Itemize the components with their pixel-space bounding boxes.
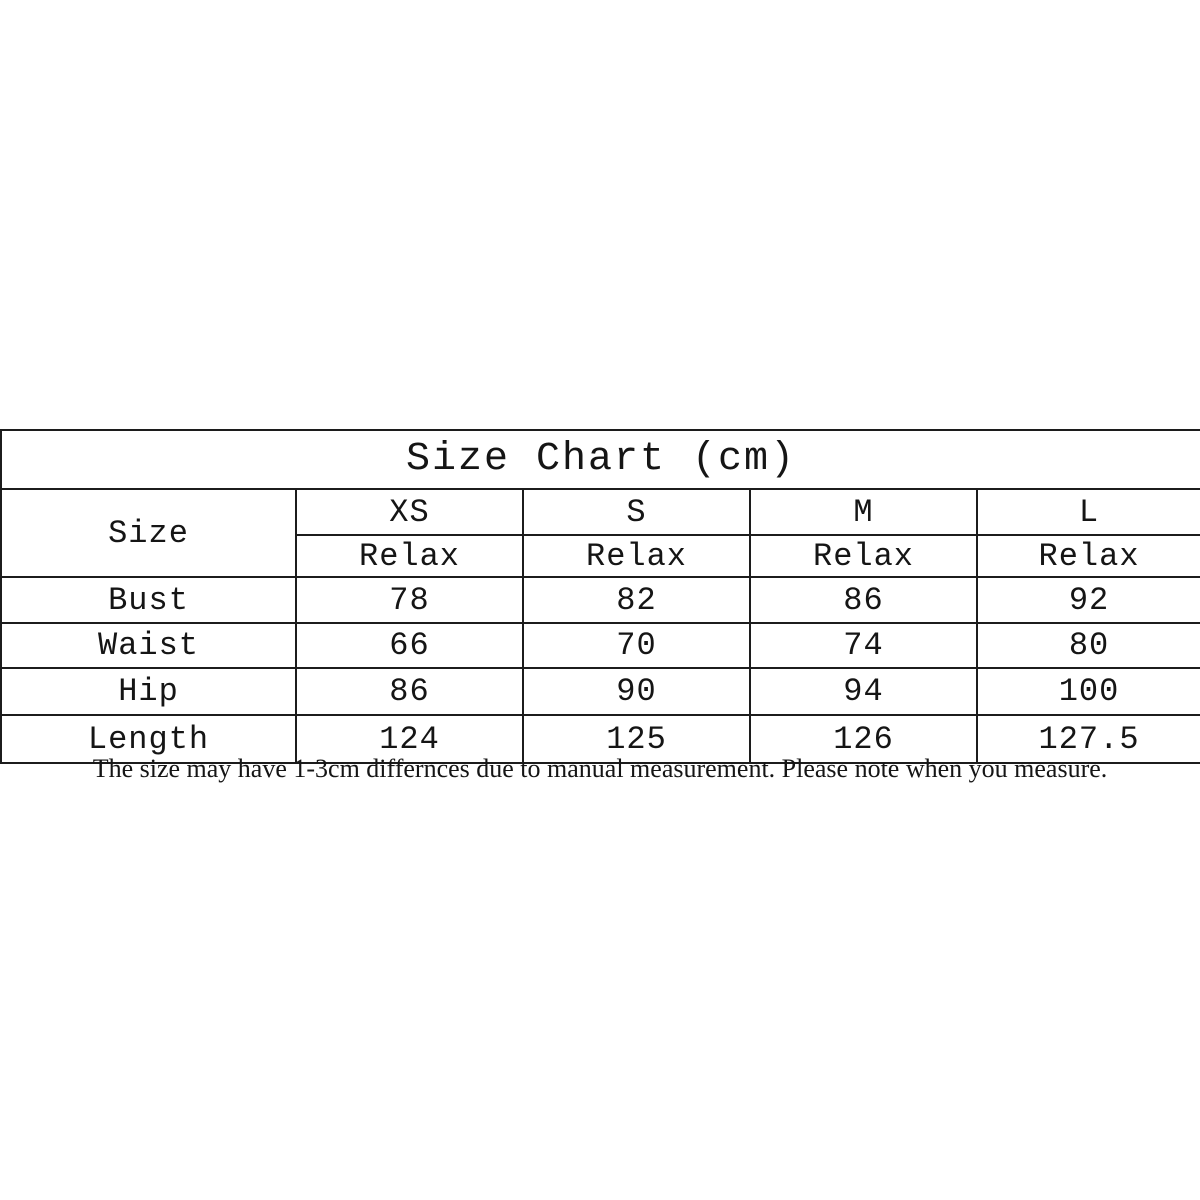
bust-value-m: 86 xyxy=(750,577,977,623)
bust-value-s: 82 xyxy=(523,577,750,623)
length-value-s: 125 xyxy=(523,715,750,763)
size-col-header-m: M xyxy=(750,489,977,535)
hip-value-l: 100 xyxy=(977,668,1200,715)
table-row-bust xyxy=(1,577,1200,623)
bust-value-l: 92 xyxy=(977,577,1200,623)
table-row-hip xyxy=(1,668,1200,715)
size-col-header-l: L xyxy=(977,489,1200,535)
bust-value-xs: 78 xyxy=(296,577,523,623)
waist-value-xs: 66 xyxy=(296,623,523,668)
fit-cell-l: Relax xyxy=(977,535,1200,577)
size-chart-title: Size Chart (cm) xyxy=(1,430,1200,489)
hip-value-m: 94 xyxy=(750,668,977,715)
row-label-bust: Bust xyxy=(1,577,296,623)
hip-value-s: 90 xyxy=(523,668,750,715)
size-chart-table xyxy=(0,429,1200,764)
fit-cell-m: Relax xyxy=(750,535,977,577)
size-header-row xyxy=(1,489,1200,535)
hip-value-xs: 86 xyxy=(296,668,523,715)
row-label-hip: Hip xyxy=(1,668,296,715)
length-value-xs: 124 xyxy=(296,715,523,763)
size-corner-cell: Size xyxy=(1,489,296,577)
length-value-l: 127.5 xyxy=(977,715,1200,763)
fit-cell-s: Relax xyxy=(523,535,750,577)
waist-value-l: 80 xyxy=(977,623,1200,668)
title-row xyxy=(1,430,1200,489)
measurement-note: The size may have 1-3cm differnces due to manual measurement. Please note when you measure. xyxy=(92,754,1108,783)
waist-value-s: 70 xyxy=(523,623,750,668)
table-row-waist xyxy=(1,623,1200,668)
size-col-header-xs: XS xyxy=(296,489,523,535)
row-label-waist: Waist xyxy=(1,623,296,668)
waist-value-m: 74 xyxy=(750,623,977,668)
row-label-length: Length xyxy=(1,715,296,763)
size-col-header-s: S xyxy=(523,489,750,535)
fit-cell-xs: Relax xyxy=(296,535,523,577)
length-value-m: 126 xyxy=(750,715,977,763)
